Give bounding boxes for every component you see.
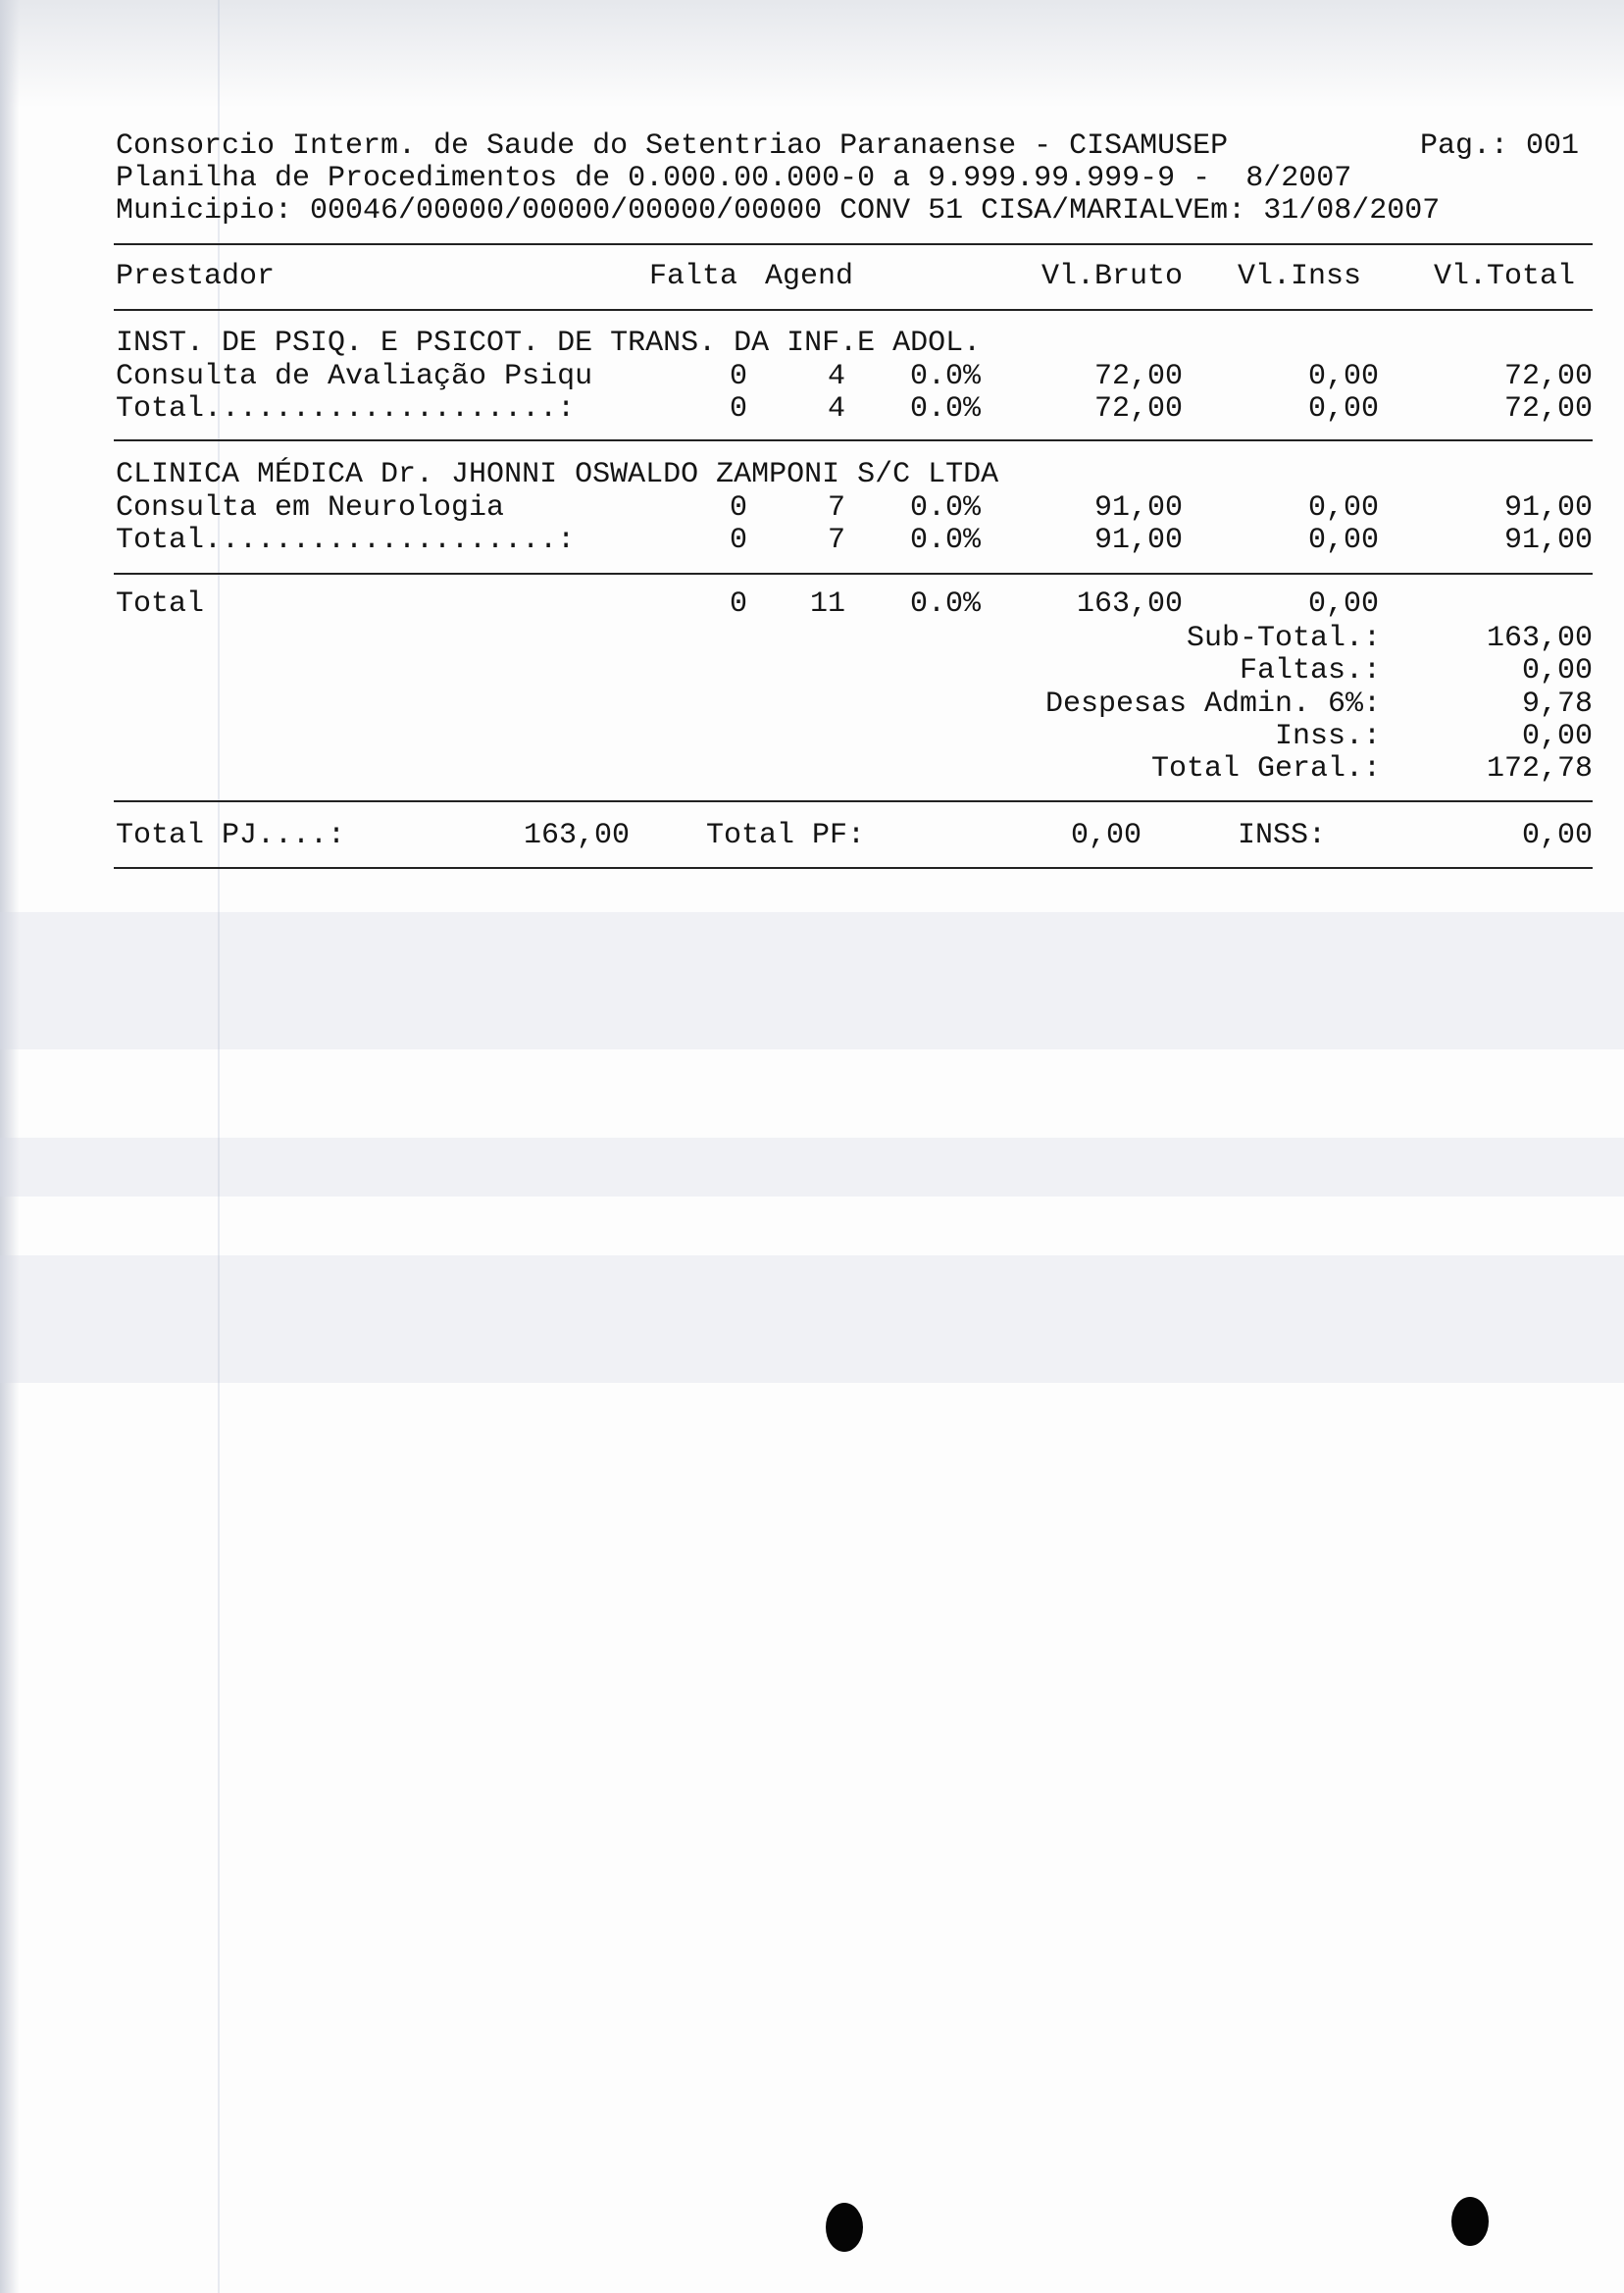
- total-value: 72,00: [1503, 360, 1593, 393]
- procedure-desc: Consulta em Neurologia: [116, 491, 505, 525]
- divider: [114, 867, 1593, 869]
- report-subtitle: Planilha de Procedimentos de 0.000.00.000-0 a 9.999.99.999-9 - 8/2007: [116, 162, 1352, 195]
- inss-value: 0,00: [1307, 491, 1379, 525]
- percent-value: 0.0%: [909, 392, 981, 426]
- falta-value: 0: [729, 587, 747, 621]
- total-pf-value: 0,00: [1070, 819, 1142, 852]
- report-org-title: Consorcio Interm. de Saude do Setentriao Paranaense - CISAMUSEP: [116, 129, 1229, 163]
- total-value: 72,00: [1503, 392, 1593, 426]
- divider: [114, 800, 1593, 802]
- scan-band: [0, 1255, 1624, 1383]
- total-value: 91,00: [1503, 491, 1593, 525]
- col-agend: Agend: [765, 260, 854, 293]
- agend-value: 7: [827, 491, 845, 525]
- bruto-value: 163,00: [1076, 587, 1183, 621]
- percent-value: 0.0%: [909, 587, 981, 621]
- divider: [114, 309, 1593, 311]
- scan-band: [0, 912, 1624, 1049]
- summary-label: Inss.:: [1274, 720, 1381, 753]
- summary-value: 163,00: [1486, 622, 1593, 655]
- col-falta: Falta: [649, 260, 738, 293]
- col-vl-inss: Vl.Inss: [1237, 260, 1361, 293]
- punch-hole: [826, 2203, 863, 2252]
- agend-value: 4: [827, 360, 845, 393]
- percent-value: 0.0%: [909, 524, 981, 557]
- inss-value: 0,00: [1307, 360, 1379, 393]
- provider-name: INST. DE PSIQ. E PSICOT. DE TRANS. DA INF.E ADOL.: [116, 327, 982, 360]
- summary-value: 9,78: [1521, 688, 1593, 721]
- total-pf-label: Total PF:: [706, 819, 866, 852]
- summary-value: 172,78: [1486, 752, 1593, 786]
- scan-band: [0, 1138, 1624, 1197]
- agend-value: 11: [809, 587, 845, 621]
- percent-value: 0.0%: [909, 360, 981, 393]
- divider: [114, 243, 1593, 245]
- falta-value: 0: [729, 524, 747, 557]
- summary-label: Faltas.:: [1239, 654, 1381, 688]
- inss-label: INSS:: [1238, 819, 1327, 852]
- total-pj-value: 163,00: [523, 819, 630, 852]
- falta-value: 0: [729, 392, 747, 426]
- falta-value: 0: [729, 491, 747, 525]
- provider-name: CLINICA MÉDICA Dr. JHONNI OSWALDO ZAMPONI S/C LTDA: [116, 458, 999, 491]
- col-prestador: Prestador: [116, 260, 276, 293]
- subtotal-label: Total....................:: [116, 524, 576, 557]
- punch-hole: [1451, 2197, 1489, 2246]
- falta-value: 0: [729, 360, 747, 393]
- subtotal-label: Total....................:: [116, 392, 576, 426]
- agend-value: 7: [827, 524, 845, 557]
- bruto-value: 72,00: [1093, 360, 1183, 393]
- total-value: 91,00: [1503, 524, 1593, 557]
- summary-value: 0,00: [1521, 654, 1593, 688]
- bruto-value: 91,00: [1093, 491, 1183, 525]
- inss-value: 0,00: [1307, 524, 1379, 557]
- summary-value: 0,00: [1521, 720, 1593, 753]
- report-municipio-line: Municipio: 00046/00000/00000/00000/00000 CONV 51 CISA/MARIALVEm: 31/08/2007: [116, 194, 1441, 228]
- scan-shadow-top: [0, 0, 1624, 108]
- summary-label: Sub-Total.:: [1186, 622, 1381, 655]
- col-vl-bruto: Vl.Bruto: [1040, 260, 1183, 293]
- inss-value: 0,00: [1307, 587, 1379, 621]
- page-number: Pag.: 001: [1420, 129, 1580, 163]
- summary-label: Despesas Admin. 6%:: [1044, 688, 1381, 721]
- summary-label: Total Geral.:: [1150, 752, 1381, 786]
- bruto-value: 91,00: [1093, 524, 1183, 557]
- col-vl-total: Vl.Total: [1433, 260, 1575, 293]
- procedure-desc: Consulta de Avaliação Psiqu: [116, 360, 593, 393]
- divider: [114, 573, 1593, 575]
- grand-total-label: Total: [116, 587, 205, 621]
- inss-total-value: 0,00: [1521, 819, 1593, 852]
- divider: [114, 439, 1593, 441]
- percent-value: 0.0%: [909, 491, 981, 525]
- total-pj-label: Total PJ....:: [116, 819, 346, 852]
- bruto-value: 72,00: [1093, 392, 1183, 426]
- agend-value: 4: [827, 392, 845, 426]
- inss-value: 0,00: [1307, 392, 1379, 426]
